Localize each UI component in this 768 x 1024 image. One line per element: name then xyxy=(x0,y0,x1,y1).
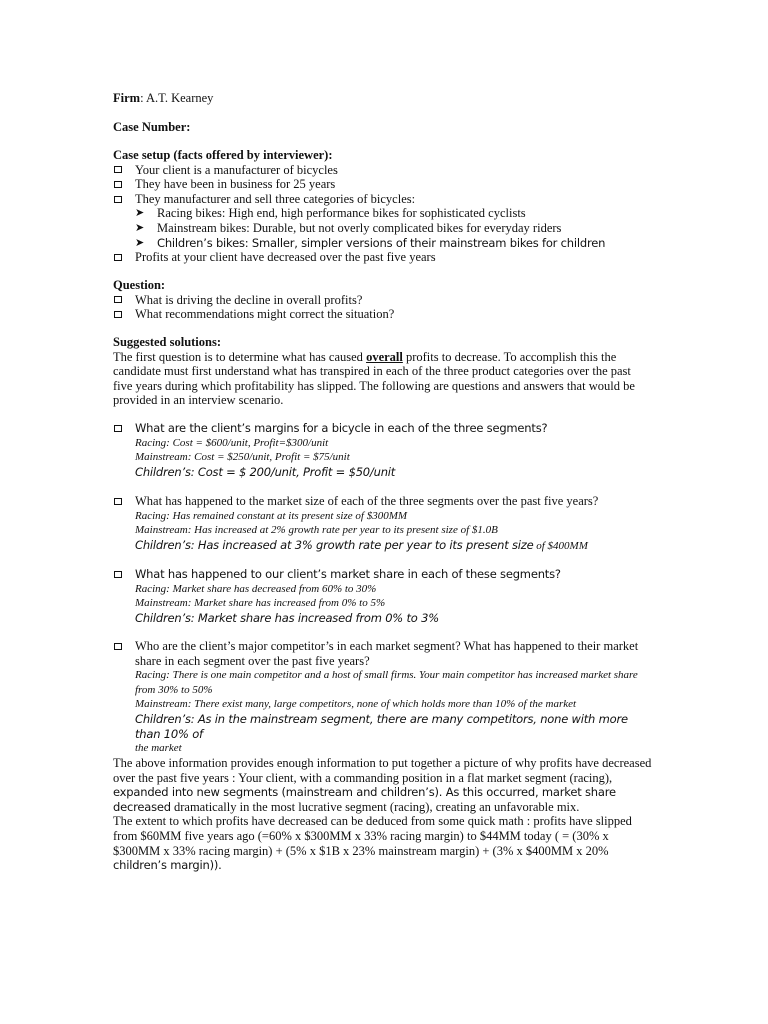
qa-market-share xyxy=(113,567,653,625)
list-item: They manufacturer and sell three categories of bicycles: xyxy=(113,192,653,207)
list-item: Profits at your client have decreased over the past five years xyxy=(113,250,653,265)
answer-racing: Racing: Cost = $600/unit, Profit=$300/unit xyxy=(135,436,329,449)
checkbox-bullet-icon xyxy=(114,311,122,318)
answer-children: Children’s: Has increased at 3% growth rate per year to its present size of $400MM xyxy=(135,537,588,552)
question-text: Who are the client’s major competitor’s in each market segment? What has happened to their market share in each segment over the past five years? xyxy=(135,639,639,668)
qa-competitors xyxy=(113,639,653,756)
list-item: What is driving the decline in overall profits? xyxy=(113,293,653,308)
answer-children: Children’s: Market share has increased from 0% to 3% xyxy=(135,610,439,625)
firm-value: : A.T. Kearney xyxy=(140,91,214,105)
category-item: ➤ Children’s bikes: Smaller, simpler versions of their mainstream bikes for children xyxy=(135,235,606,250)
answer-mainstream: Mainstream: There exist many, large competitors, none of which holds more than 10% of the market xyxy=(135,698,577,711)
conclusion-paragraph-1: The above information provides enough information to put together a picture of why profits have decreased over the past five years : Your client, with a commanding position in a flat market segment (racing), expanded into new segments (mainstream and children’s). As this occurred, market share decreased dramatically in the most lucrative segment (racing), creating an unfavorable mix. xyxy=(113,756,652,814)
checkbox-bullet-icon xyxy=(114,498,122,505)
case-number-label: Case Number: xyxy=(113,120,191,134)
checkbox-bullet-icon xyxy=(114,166,122,173)
answer-racing: Racing: Market share has decreased from 60% to 30% xyxy=(135,582,377,595)
arrow-bullet-icon: ➤ xyxy=(135,236,145,249)
checkbox-bullet-icon xyxy=(114,296,122,303)
answer-children: Children’s: As in the mainstream segment, there are many competitors, none with more than 10% of xyxy=(135,711,628,741)
solutions-heading: Suggested solutions: xyxy=(113,335,222,349)
list-item: Your client is a manufacturer of bicycles xyxy=(113,163,653,178)
answer-mainstream: Mainstream: Market share has increased from 0% to 5% xyxy=(135,597,386,610)
qa-market-size xyxy=(113,494,653,553)
case-setup-heading: Case setup (facts offered by interviewer): xyxy=(113,148,333,162)
case-number-line xyxy=(113,120,653,135)
answer-mainstream: Mainstream: Cost = $250/unit, Profit = $75/unit xyxy=(135,451,350,464)
answer-children: Children’s: Cost = $ 200/unit, Profit = $50/unit xyxy=(135,464,396,479)
question-heading: Question: xyxy=(113,278,166,292)
conclusion-section xyxy=(113,756,653,873)
category-item: ➤ Racing bikes: High end, high performance bikes for sophisticated cyclists xyxy=(135,206,526,221)
answer-mainstream: Mainstream: Has increased at 2% growth rate per year to its present size of $1.0B xyxy=(135,524,498,537)
case-setup-section xyxy=(113,148,653,265)
answer-children-cont: the market xyxy=(135,742,182,755)
checkbox-bullet-icon xyxy=(114,196,122,203)
checkbox-bullet-icon xyxy=(114,181,122,188)
solutions-intro: The first question is to determine what has caused overall profits to decrease. To accomplish this the candidate must first understand what has transpired in each of the three product categories over the past five years during which profitability has slipped. The following are questions and answers that would be provided in an interview scenario. xyxy=(113,349,635,408)
arrow-bullet-icon: ➤ xyxy=(135,207,145,220)
category-item: ➤ Mainstream bikes: Durable, but not overly complicated bikes for everyday riders xyxy=(135,220,562,235)
checkbox-bullet-icon xyxy=(114,254,122,261)
answer-racing: Racing: There is one main competitor and a host of small firms. Your main competitor has increased market share from 30% to 50% xyxy=(135,669,638,696)
list-item: What recommendations might correct the situation? xyxy=(113,307,653,322)
question-text: What has happened to our client’s market share in each of these segments? xyxy=(135,567,561,581)
solutions-section xyxy=(113,335,653,408)
question-text: What has happened to the market size of each of the three segments over the past five years? xyxy=(135,494,599,508)
firm-label: Firm xyxy=(113,91,141,105)
question-section xyxy=(113,278,653,322)
arrow-bullet-icon: ➤ xyxy=(135,221,145,234)
checkbox-bullet-icon xyxy=(114,643,122,650)
firm-line xyxy=(113,91,653,106)
question-text: What are the client’s margins for a bicycle in each of the three segments? xyxy=(135,421,548,435)
conclusion-paragraph-2: The extent to which profits have decreased can be deduced from some quick math : profits have slipped from $60MM five years ago (=60% x $300MM x 33% racing margin) to $44MM today ( = (30% x $300MM x 33% racing margin) + (5% x $1B x 23% mainstream margin) + (3% x $400MM x 20% children’s margin)). xyxy=(113,814,632,873)
list-item: They have been in business for 25 years xyxy=(113,177,653,192)
answer-racing: Racing: Has remained constant at its present size of $300MM xyxy=(135,509,408,522)
checkbox-bullet-icon xyxy=(114,425,122,432)
qa-margins xyxy=(113,421,653,479)
checkbox-bullet-icon xyxy=(114,571,122,578)
